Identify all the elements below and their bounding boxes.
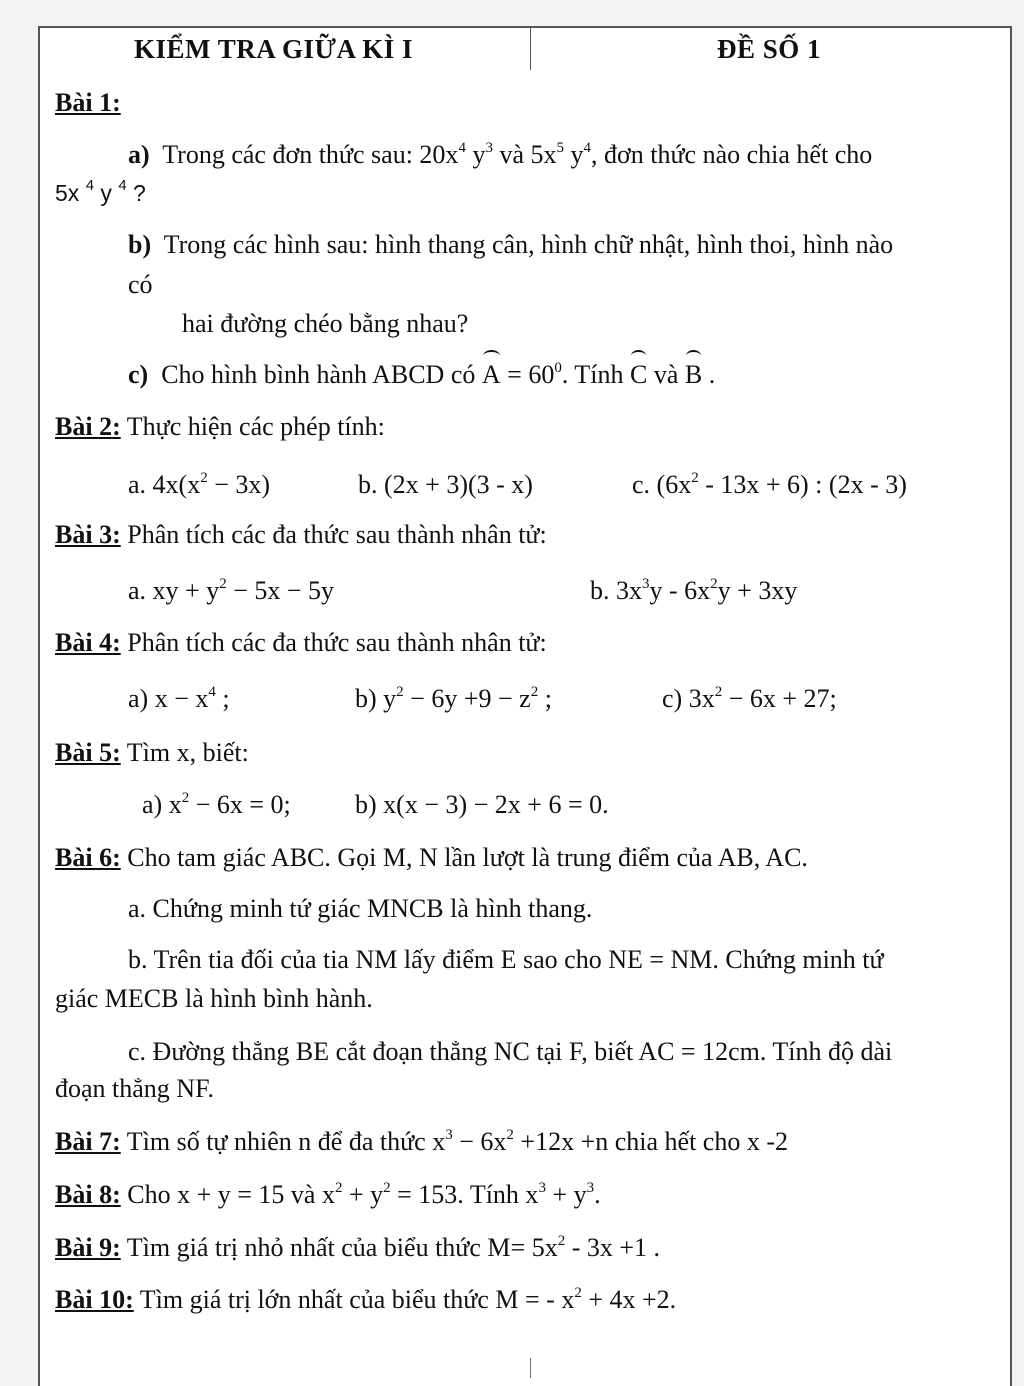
bai6-b: b. Trên tia đối của tia NM lấy điểm E sao cho NE = NM. Chứng minh tứ: [128, 945, 884, 974]
bai1-a-cont: 5x $^4$ y $^4$ ?: [55, 177, 146, 206]
bai3-b: b. $3x^3y - 6x^2y + 3xy$: [590, 576, 798, 605]
bai4-c: c) $3x^2 - 6x + 27$;: [662, 684, 837, 713]
bai4-b: b) $y^2 - 6y +9 - z^2$ ;: [355, 684, 552, 713]
bai10: Bài 10: Tìm giá trị lớn nhất của biểu thức M = - $x^2 + 4x +2$.: [55, 1285, 677, 1314]
bai6-c-cont: đoạn thẳng NF.: [55, 1074, 214, 1103]
bai6-a: a. Chứng minh tứ giác MNCB là hình thang.: [128, 894, 593, 923]
bai2-c: c. $(6x^2 - 13x + 6)$ : (2x - 3): [632, 470, 907, 499]
bai4-heading: Bài 4: Phân tích các đa thức sau thành nhân tử:: [55, 628, 547, 657]
bai1-c: c) Cho hình bình hành ABCD có $A = 60^0$. Tính C và B .: [128, 360, 716, 389]
bai4-a: a) $x - x^4$ ;: [128, 684, 230, 713]
bai2-a: a. $4x(x^2 - 3x)$: [128, 470, 271, 499]
bai8: Bài 8: Cho x + y = 15 và $x^2 + y^2 = 153$. Tính $x^3 + y^3$.: [55, 1180, 601, 1209]
exam-title: KIỂM TRA GIỮA KÌ I: [134, 34, 414, 64]
bai1-b: b) Trong các hình sau: hình thang cân, hình chữ nhật, hình thoi, hình nào: [128, 230, 894, 259]
bai6-c: c. Đường thẳng BE cắt đoạn thẳng NC tại F, biết AC = 12cm. Tính độ dài: [128, 1037, 893, 1066]
bai1-a: a) Trong các đơn thức sau: $20x^4$ $y^3$ và $5x^5$ $y^4$, đơn thức nào chia hết cho: [128, 140, 873, 169]
bai1-label: Bài 1:: [55, 88, 121, 117]
bai5-a: a) $x^2 - 6x = 0$;: [142, 790, 291, 819]
bai2-b: b. (2x + 3)(3 - x): [358, 470, 533, 499]
exam-code: ĐỀ SỐ 1: [717, 34, 822, 64]
bottom-divider: [530, 1358, 531, 1378]
bai5-heading: Bài 5: Tìm x, biết:: [55, 738, 249, 767]
bai5-b: b) x(x − 3) − 2x + 6 = 0.: [355, 790, 609, 819]
bai6-heading: Bài 6: Cho tam giác ABC. Gọi M, N lần lượt là trung điểm của AB, AC.: [55, 843, 808, 872]
bai6-b-cont: giác MECB là hình bình hành.: [55, 984, 373, 1013]
bai2-heading: Bài 2: Thực hiện các phép tính:: [55, 412, 385, 441]
bai7: Bài 7: Tìm số tự nhiên n để đa thức $x^3 - 6x^2 +12x +n$ chia hết cho x -2: [55, 1127, 788, 1156]
bai9: Bài 9: Tìm giá trị nhỏ nhất của biểu thức $M= 5x^2 - 3x +1$ .: [55, 1233, 661, 1262]
header-divider: [530, 28, 531, 70]
bai1-b-cont: có: [128, 270, 153, 299]
bai3-a: a. xy + $y^2 - 5x - 5y$: [128, 576, 335, 605]
bai3-heading: Bài 3: Phân tích các đa thức sau thành nhân tử:: [55, 520, 547, 549]
bai1-b-cont2: hai đường chéo bằng nhau?: [182, 309, 469, 338]
